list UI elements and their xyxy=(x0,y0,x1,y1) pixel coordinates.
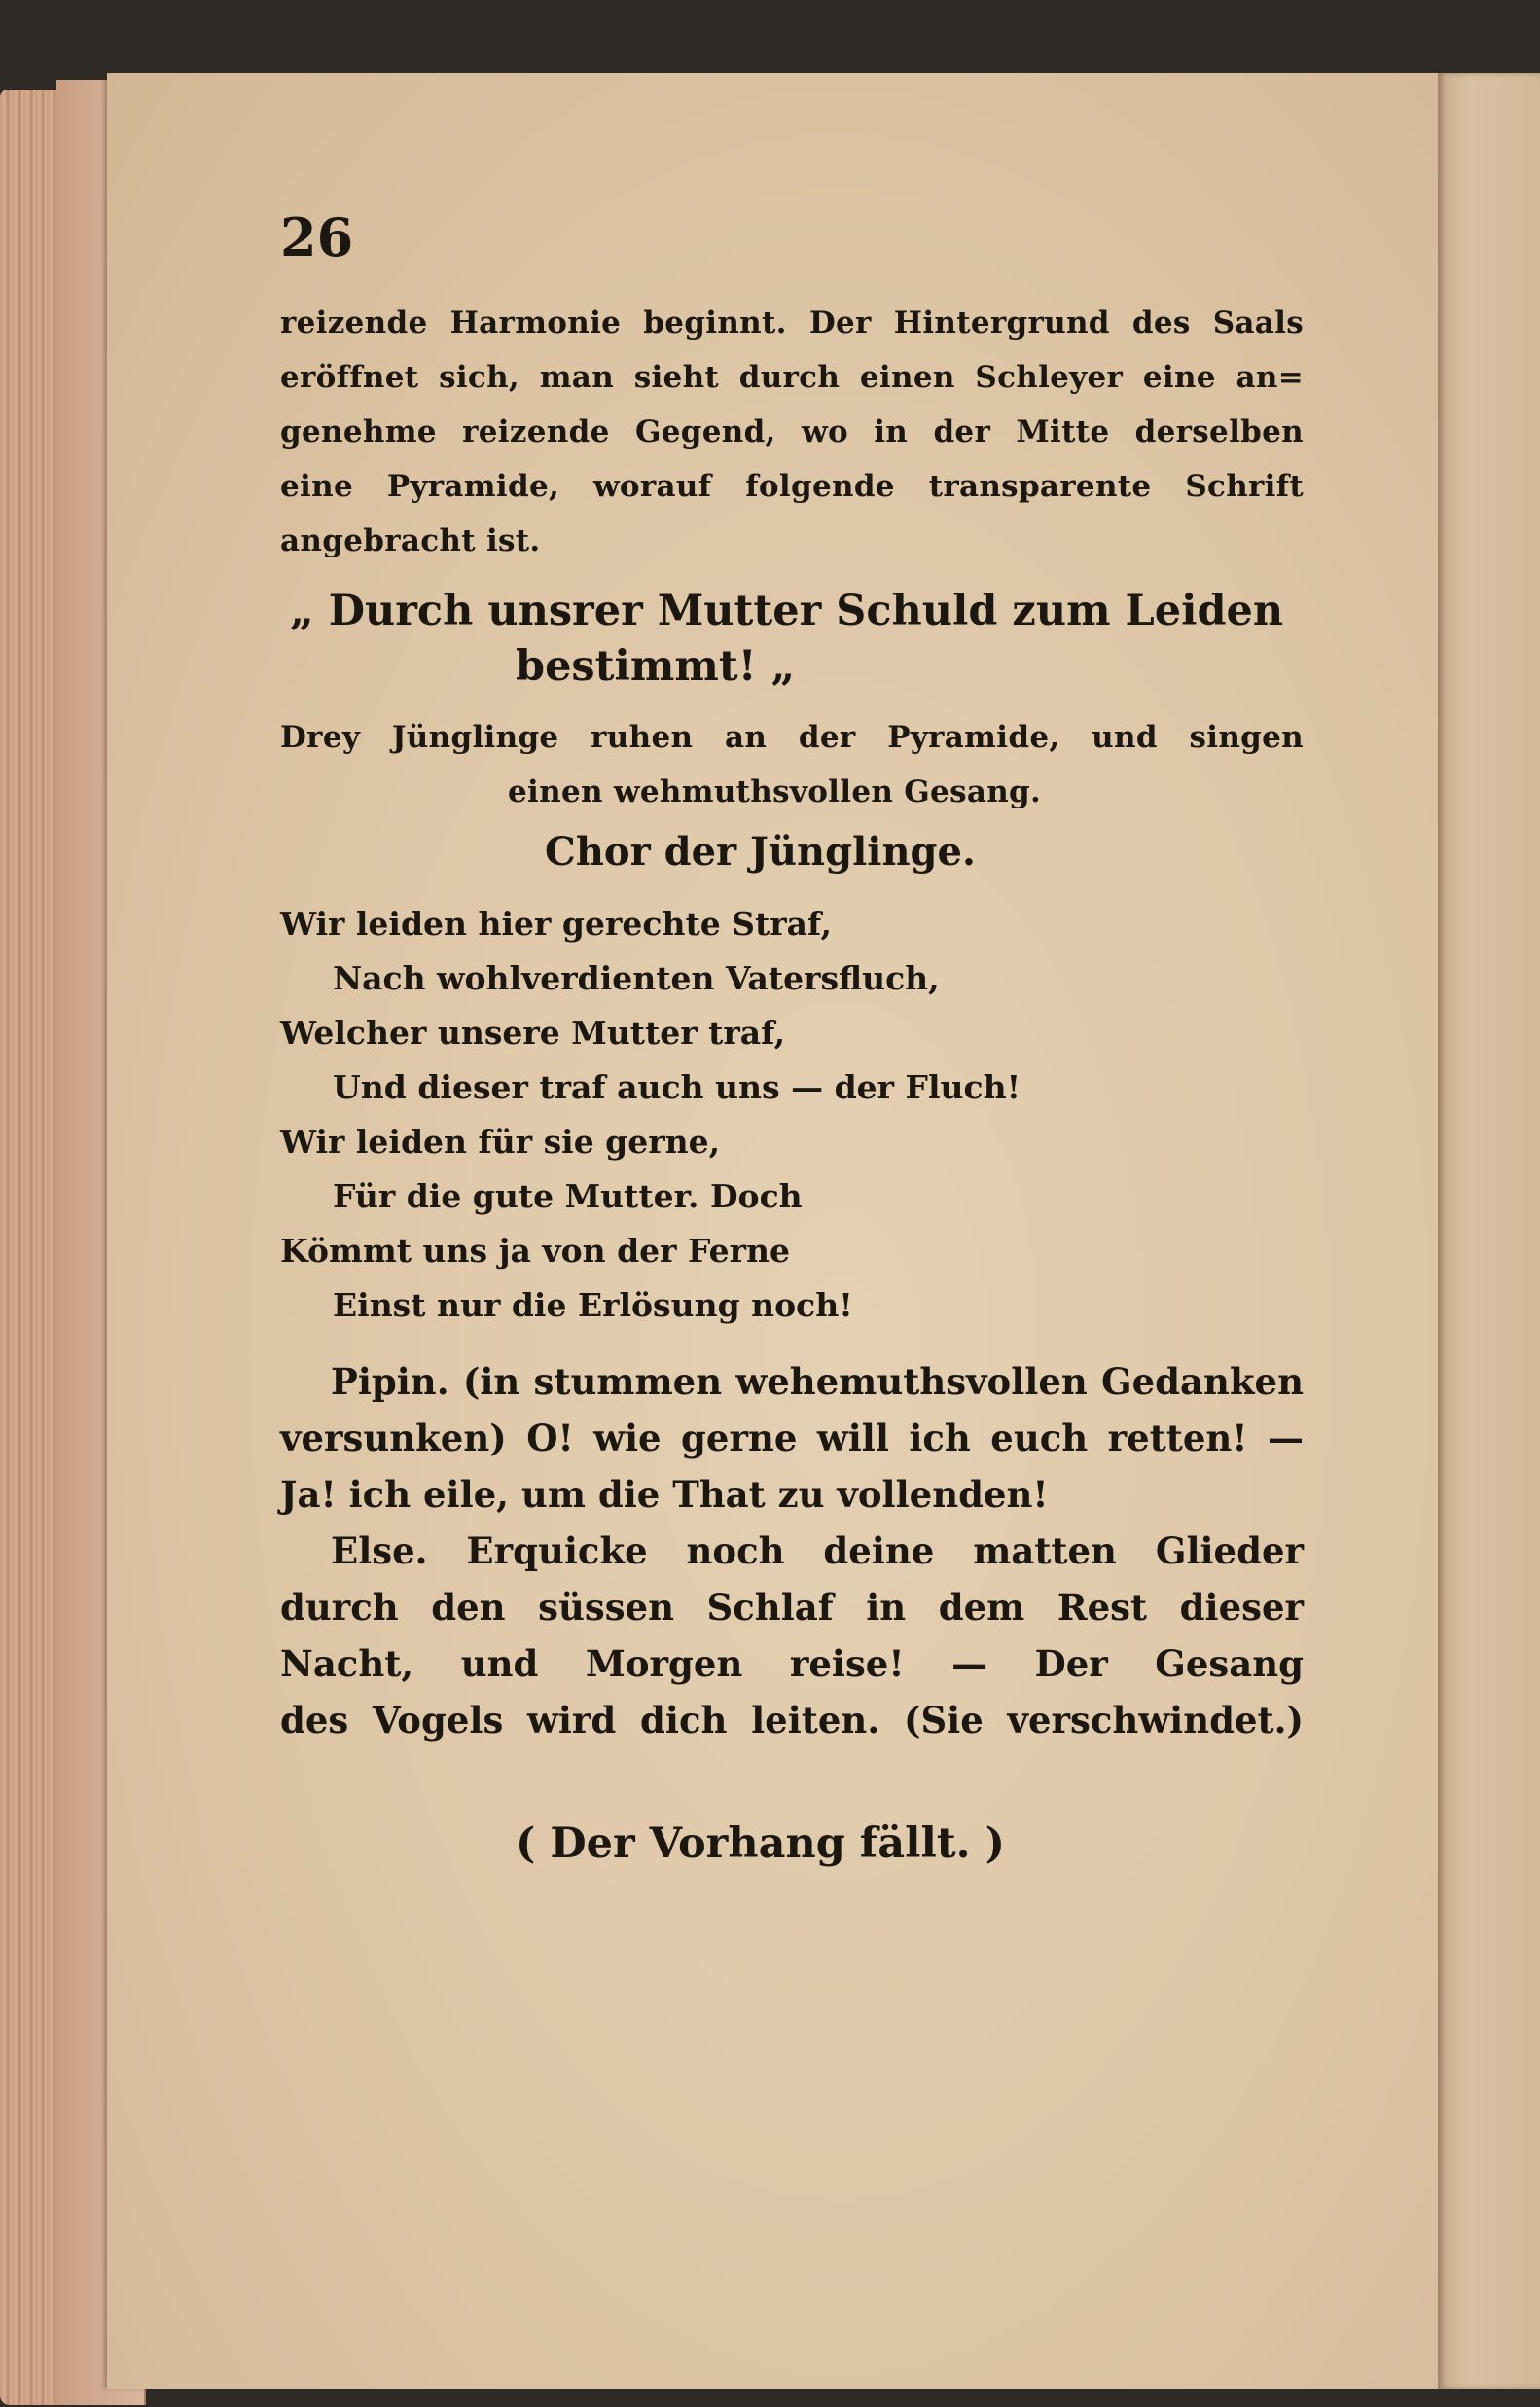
inscription-line: „ Durch unsrer Mutter Schuld zum Leiden xyxy=(290,587,1284,635)
verse-line: Welcher unsere Mutter traf, xyxy=(280,1014,786,1052)
dialogue-line: Nacht, und Morgen reise! — Der Gesang xyxy=(280,1642,1304,1685)
dialogue-line: des Vogels wird dich leiten. (Sie verschwindet.) xyxy=(280,1699,1304,1742)
intro-line: angebracht ist. xyxy=(280,523,541,558)
dialogue-line: Pipin. (in stummen wehemuthsvollen Gedanken xyxy=(331,1360,1304,1403)
verse-line: Einst nur die Erlösung noch! xyxy=(333,1286,853,1324)
page-number: 26 xyxy=(280,206,354,269)
verse-line: Kömmt uns ja von der Ferne xyxy=(280,1232,791,1270)
intro-line: eröffnet sich, man sieht durch einen Schleyer eine an= xyxy=(280,360,1304,395)
verse-line: Wir leiden für sie gerne, xyxy=(280,1123,721,1161)
verse-line: Wir leiden hier gerechte Straf, xyxy=(280,905,832,943)
intro-line: genehme reizende Gegend, wo in der Mitte derselben xyxy=(280,414,1304,449)
verse-line: Und dieser traf auch uns — der Fluch! xyxy=(333,1068,1021,1106)
verse-line: Nach wohlverdienten Vatersfluch, xyxy=(333,959,940,997)
dialogue-line: versunken) O! wie gerne will ich euch retten! — xyxy=(280,1417,1304,1459)
dialogue-line: durch den süssen Schlaf in dem Rest dieser xyxy=(280,1586,1304,1629)
stage-direction: Drey Jünglinge ruhen an der Pyramide, und singen xyxy=(280,720,1304,755)
chorus-heading: Chor der Jünglinge. xyxy=(545,829,976,875)
right-page-edge xyxy=(1438,73,1540,2389)
intro-line: reizende Harmonie beginnt. Der Hintergrund des Saals xyxy=(280,305,1304,341)
inscription-line: bestimmt! „ xyxy=(516,642,796,691)
verse-line: Für die gute Mutter. Doch xyxy=(333,1177,803,1215)
stage-direction: einen wehmuthsvollen Gesang. xyxy=(508,774,1042,809)
dialogue-line: Ja! ich eile, um die That zu vollenden! xyxy=(280,1473,1049,1516)
curtain-direction: ( Der Vorhang fällt. ) xyxy=(516,1819,1005,1868)
intro-line: eine Pyramide, worauf folgende transparente Schrift xyxy=(280,469,1304,504)
dialogue-line: Else. Erquicke noch deine matten Glieder xyxy=(331,1529,1304,1572)
